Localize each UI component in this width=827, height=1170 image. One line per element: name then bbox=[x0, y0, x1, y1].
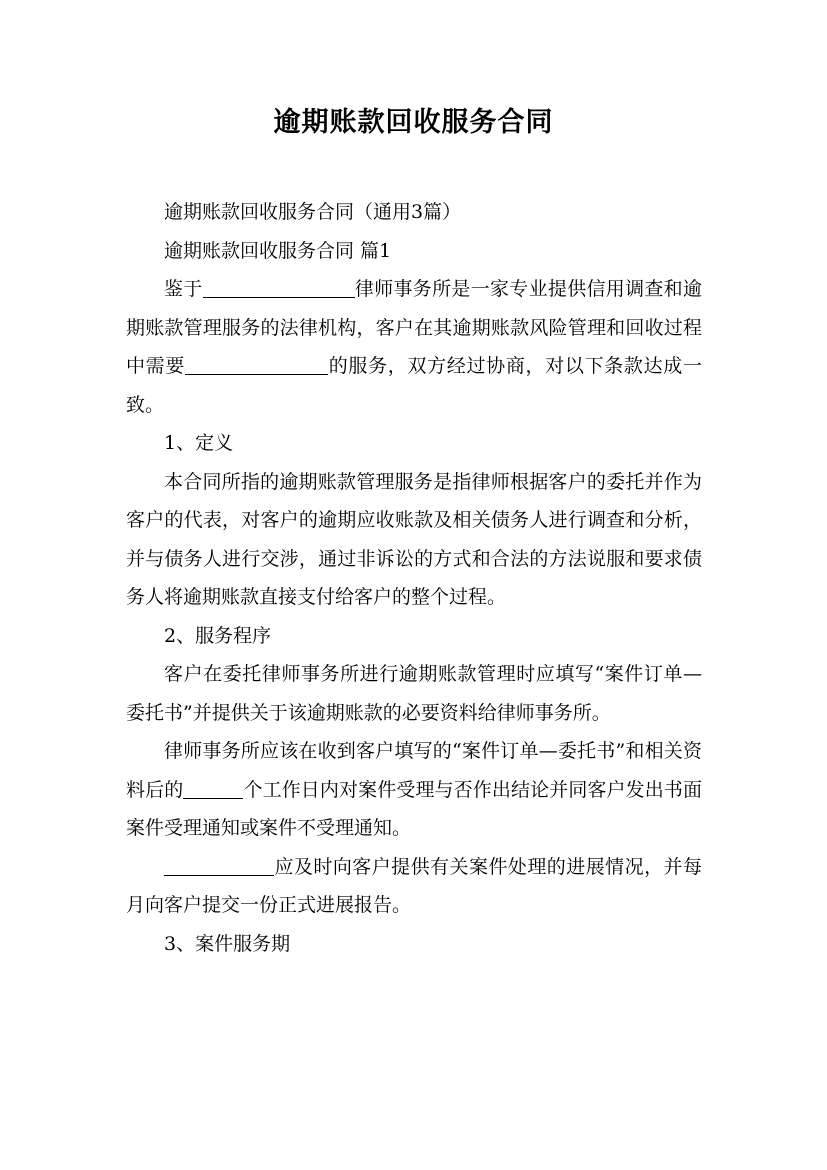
section-heading: 逾期账款回收服务合同 篇1 bbox=[164, 239, 392, 262]
paragraph-progress-report bbox=[126, 848, 702, 925]
blank-responsible-party bbox=[164, 856, 274, 876]
blank-service-type bbox=[185, 355, 328, 375]
recital-text-middle: 律师事务所是一家专业提供信用调查和逾期账款管理服务的法律机构，客户在其逾期账款风险管理和回收过程中需要 bbox=[126, 278, 702, 377]
progress-report-text: 应及时向客户提供有关案件处理的进展情况，并每月向客户提交一份正式进展报告。 bbox=[126, 855, 702, 916]
blank-law-firm-name bbox=[203, 278, 355, 298]
document-body bbox=[126, 193, 702, 963]
paragraph-procedure-order: 客户在委托律师事务所进行逾期账款管理时应填写“案件订单—委托书”并提供关于该逾期账款的必要资料给律师事务所。 bbox=[126, 663, 702, 724]
acceptance-text-start: 律师事务所应该在收到客户填写的“案件订单—委托书”和相关资料后的 bbox=[126, 740, 702, 801]
recital-text-end: 的服务，双方经过协商，对以下条款达成一致。 bbox=[126, 355, 702, 416]
clause-heading-service-period: 3、案件服务期 bbox=[164, 932, 291, 955]
clause-heading-procedure: 2、服务程序 bbox=[164, 624, 272, 647]
paragraph-procedure-acceptance bbox=[126, 732, 702, 848]
recital-text-start: 鉴于 bbox=[164, 278, 203, 300]
clause-heading-definition: 1、定义 bbox=[164, 432, 234, 454]
paragraph-recital bbox=[126, 270, 702, 424]
blank-working-days bbox=[183, 779, 243, 799]
acceptance-text-end: 个工作日内对案件受理与否作出结论并同客户发出书面案件受理通知或案件不受理通知。 bbox=[126, 778, 702, 839]
document-subtitle: 逾期账款回收服务合同（通用3篇） bbox=[164, 201, 462, 223]
document-title: 逾期账款回收服务合同 bbox=[273, 107, 554, 138]
paragraph-definition: 本合同所指的逾期账款管理服务是指律师根据客户的委托并作为客户的代表，对客户的逾期应收账款及相关债务人进行调查和分析，并与债务人进行交涉，通过非诉讼的方式和合法的方法说服和要求债务人将逾期账款直接支付给客户的整个过程。 bbox=[126, 470, 702, 608]
